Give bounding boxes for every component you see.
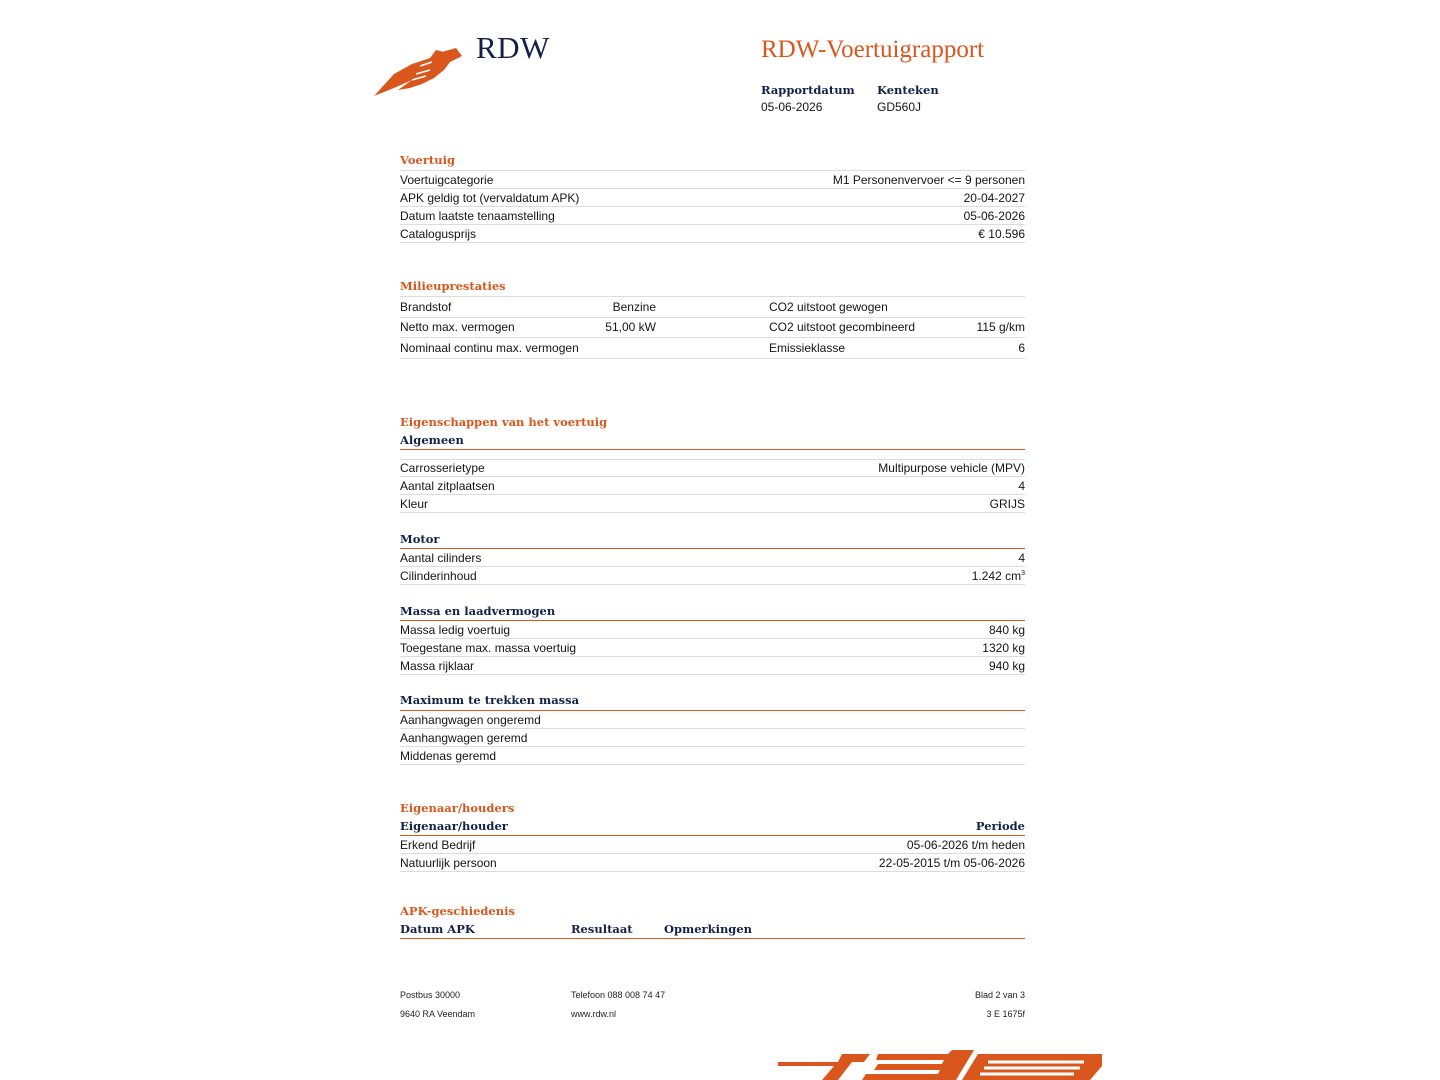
section-title-milieu: Milieuprestaties — [400, 279, 506, 293]
brand-name: RDW — [476, 30, 550, 65]
report-date-label: Rapportdatum — [761, 83, 855, 97]
table-row: Catalogusprijs € 10.596 — [400, 227, 1025, 241]
table-row: Datum laatste tenaamstelling 05-06-2026 — [400, 209, 1025, 223]
subsection-title-algemeen: Algemeen — [400, 433, 464, 447]
table-row: Aantal zitplaatsen 4 — [400, 479, 1025, 493]
subsection-title-massa: Massa en laadvermogen — [400, 604, 556, 618]
footer-address-line1: Postbus 30000 — [400, 990, 461, 1000]
footer-address-line2: 9640 RA Veendam — [400, 1009, 476, 1019]
massa-table — [400, 620, 1025, 675]
decorative-stripes-icon — [778, 1050, 1102, 1080]
table-row: Erkend Bedrijf 05-06-2026 t/m heden — [400, 838, 1025, 852]
motor-table — [400, 548, 1025, 585]
column-header-result: Resultaat — [571, 922, 633, 936]
plate-label: Kenteken — [877, 83, 939, 97]
trekken-table — [400, 710, 1025, 765]
plate-number: GD560J — [877, 100, 922, 114]
table-row: Voertuigcategorie M1 Personenvervoer <= 9 personen — [400, 173, 1025, 187]
table-row: Carrosserietype Multipurpose vehicle (MPV) — [400, 461, 1025, 475]
table-row: Middenas geremd — [400, 747, 1025, 765]
subsection-title-trekken: Maximum te trekken massa — [400, 693, 580, 707]
section-title-eigenaar: Eigenaar/houders — [400, 801, 515, 815]
table-row: Natuurlijk persoon 22-05-2015 t/m 05-06-2026 — [400, 856, 1025, 870]
table-row: Toegestane max. massa voertuig 1320 kg — [400, 641, 1025, 655]
subsection-title-motor: Motor — [400, 532, 440, 546]
footer-page-number: Blad 2 van 3 — [974, 990, 1025, 1000]
table-row: Aanhangwagen ongeremd — [400, 711, 1025, 729]
table-row: Nominaal continu max. vermogen Emissieklasse 6 — [400, 338, 1025, 359]
column-header-remarks: Opmerkingen — [664, 922, 753, 936]
report-title: RDW-Voertuigrapport — [761, 36, 985, 63]
table-row: Kleur GRIJS — [400, 497, 1025, 511]
eigenaar-table — [400, 836, 1025, 872]
table-row: Massa ledig voertuig 840 kg — [400, 623, 1025, 637]
rdw-logo-icon — [372, 46, 464, 98]
section-title-eigenschappen: Eigenschappen van het voertuig — [400, 415, 608, 429]
column-header-period: Periode — [975, 819, 1025, 833]
table-row: Cilinderinhoud 1.242 $cm^3$ — [400, 569, 1025, 583]
section-title-apk: APK-geschiedenis — [400, 904, 515, 918]
table-row: Massa rijklaar 940 kg — [400, 659, 1025, 673]
report-date: 05-06-2026 — [761, 100, 823, 114]
table-row: Netto max. vermogen 51,00 kW CO2 uitstoot gecombineerd 115 g/km — [400, 318, 1025, 339]
table-row: Aantal cilinders 4 — [400, 551, 1025, 565]
algemeen-table — [400, 449, 1025, 513]
column-header-date: Datum APK — [400, 922, 475, 936]
footer-phone: Telefoon 088 008 74 47 — [571, 990, 666, 1000]
table-row: APK geldig tot (vervaldatum APK) 20-04-2027 — [400, 191, 1025, 205]
apk-header-row — [400, 922, 1025, 939]
section-title-voertuig: Voertuig — [400, 153, 455, 167]
table-row: Aanhangwagen geremd — [400, 729, 1025, 747]
divider — [400, 449, 1025, 459]
footer-document-code: 3 E 1675f — [986, 1009, 1025, 1019]
milieu-table — [400, 296, 1025, 359]
voertuig-table — [400, 170, 1025, 243]
eigenaar-header-row — [400, 819, 1025, 836]
footer-website: www.rdw.nl — [571, 1009, 617, 1019]
table-row: Brandstof Benzine CO2 uitstoot gewogen — [400, 297, 1025, 318]
column-header-owner: Eigenaar/houder — [400, 819, 508, 833]
